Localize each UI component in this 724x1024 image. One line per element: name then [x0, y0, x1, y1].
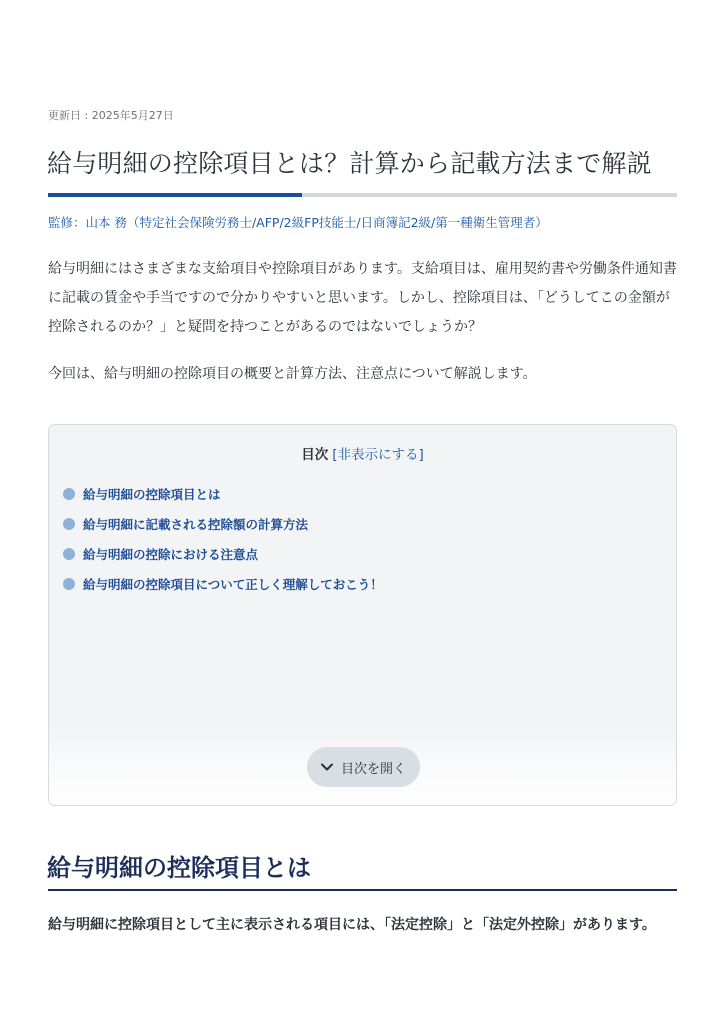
open-toc-label: 目次を開く	[340, 761, 406, 777]
intro-paragraph: 給与明細にはさまざまな支給項目や控除項目があります。支給項目は、雇用契約書や労働条件通知書に記載の賃金や手当ですので分かりやすいと思います。しかし、控除項目は、「どうしてこの金額が控除されるのか？」と疑問を持つことがあるのではないでしょうか？	[48, 261, 677, 335]
toc-link[interactable]: 給与明細の控除項目とは	[83, 487, 221, 502]
toc-title: 目次	[301, 447, 329, 463]
toc-hide-toggle[interactable]: [非表示にする]	[332, 447, 424, 463]
section-heading: 給与明細の控除項目とは	[47, 854, 311, 882]
chevron-down-icon	[321, 760, 333, 775]
toc-link[interactable]: 給与明細に記載される控除額の計算方法	[83, 517, 309, 532]
section-lead-paragraph: 給与明細に控除項目として主に表示される項目には、「法定控除」と「法定外控除」があります。	[48, 917, 656, 933]
toc-item[interactable]	[63, 509, 383, 539]
bullet-icon	[63, 488, 75, 500]
intro-summary: 今回は、給与明細の控除項目の概要と計算方法、注意点について解説します。	[48, 366, 537, 382]
open-toc-button[interactable]	[307, 747, 420, 787]
table-of-contents	[48, 424, 677, 806]
page-title: 給与明細の控除項目とは？計算から記載方法まで解説	[47, 149, 652, 178]
bullet-icon	[63, 578, 75, 590]
bullet-icon	[63, 548, 75, 560]
toc-link[interactable]: 給与明細の控除項目について正しく理解しておこう！	[83, 577, 383, 592]
toc-item[interactable]	[63, 569, 383, 599]
title-underline	[48, 193, 677, 197]
toc-link[interactable]: 給与明細の控除における注意点	[83, 547, 259, 562]
updated-date: 更新日 : 2025年5月27日	[48, 109, 174, 122]
toc-list	[63, 479, 383, 599]
toc-item[interactable]	[63, 539, 383, 569]
supervisor-link[interactable]: 監修：山本 務（特定社会保険労務士/AFP/2級FP技能士/日商簿記2級/第一種衛生管理者）	[48, 215, 548, 230]
toc-header	[49, 443, 676, 463]
section-divider	[48, 889, 677, 891]
toc-item[interactable]	[63, 479, 383, 509]
title-underline-accent	[48, 193, 302, 197]
bullet-icon	[63, 518, 75, 530]
